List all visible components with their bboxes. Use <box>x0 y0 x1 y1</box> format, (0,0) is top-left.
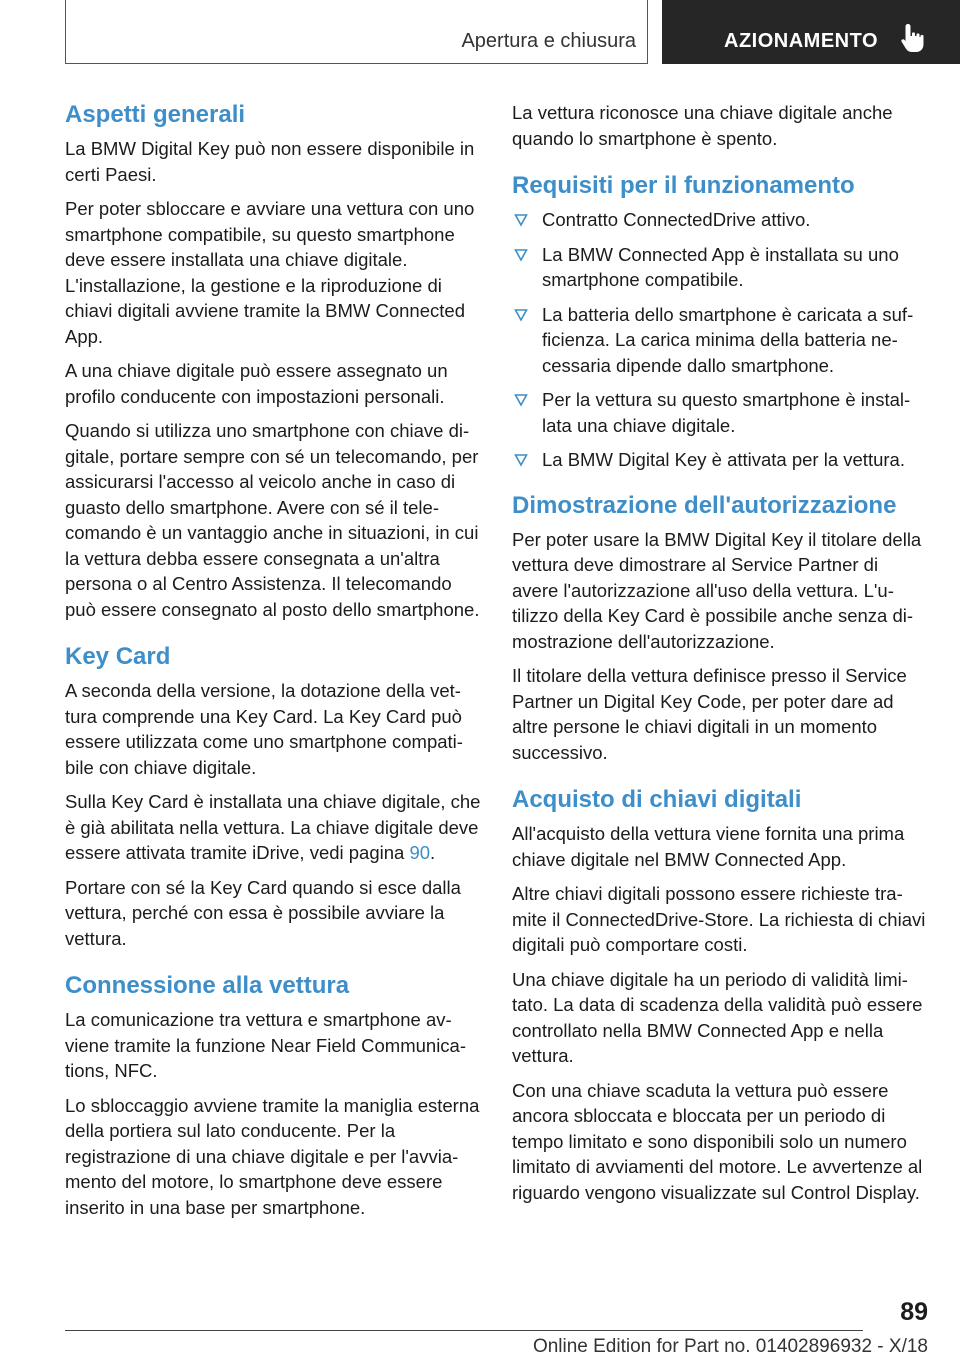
paragraph: A una chiave digitale può essere assegnato un profilo conducente con impostazioni personali. <box>65 360 448 407</box>
paragraph: Lo sbloccaggio avviene tramite la maniglia esterna della portiera sul lato conducente. Per la registrazione di una chiave digitale e per l'avviamento del motore, lo smartphone deve essere inserito in una base per smartphone. <box>65 1094 480 1218</box>
hand-pointer-icon <box>900 22 926 54</box>
paragraph: A seconda della versione, la dotazione della vettura comprende una Key Card. La Key Card può essere utilizzata come uno smartphone compatibile con chiave digitale. <box>65 680 463 778</box>
list-item <box>512 302 928 379</box>
section-title-acquisto: Acquisto di chiavi digitali <box>512 786 802 813</box>
paragraph-text: Sulla Key Card è installata una chiave digitale, che è già abilitata nella vettura. La chiave digitale deve essere attivata tramite iDrive, vedi pagina <box>65 791 481 863</box>
paragraph: Con una chiave scaduta la vettura può essere ancora sbloccata e bloccata per un periodo di tempo limitato e sono disponibili solo un numero limitato di avviamenti del motore. Le avvertenze al riguardo vengono visualizzate sul Control Display. <box>512 1079 923 1203</box>
list-item-text: Per la vettura su questo smartphone è installata una chiave digitale. <box>542 389 911 436</box>
paragraph-text-end: . <box>430 842 436 863</box>
right-column <box>512 100 928 1214</box>
paragraph: Per poter sbloccare e avviare una vettura con uno smartphone compatibile, su questo smartphone deve essere installata una chiave digitale. L'installazione, la gestione e la riproduzione di chiavi digitali avviene tramite la BMW Connected App. <box>65 198 475 347</box>
list-item <box>512 387 928 438</box>
page-link-90[interactable]: 90 <box>409 842 431 863</box>
paragraph: La comunicazione tra vettura e smartphone avviene tramite la funzione Near Field Communications, NFC. <box>65 1009 467 1081</box>
page-number: 89 <box>900 1298 928 1326</box>
header-tab <box>662 0 960 64</box>
paragraph: Quando si utilizza uno smartphone con chiave digitale, portare sempre con sé un telecomando, per assicurarsi l'accesso al veicolo anche in caso di guasto dello smartphone. Avere con sé il telecomando è un vantaggio anche in situazioni, in cui la vettura debba essere consegnata a un'altra persona o al Centro Assistenza. Il telecomando può essere consegnato al posto dello smartphone. <box>65 420 480 620</box>
paragraph-with-page-link <box>65 789 481 866</box>
paragraph: La BMW Digital Key può non essere disponibile in certi Paesi. <box>65 138 475 185</box>
triangle-bullet-icon <box>514 244 528 264</box>
list-item-text: La batteria dello smartphone è caricata a sufficienza. La carica minima della batteria necessaria dipende dallo smartphone. <box>542 303 914 376</box>
header-section-title: Apertura e chiusura <box>461 30 636 52</box>
paragraph: Una chiave digitale ha un periodo di validità limitato. La data di scadenza della validità può essere controllato nella BMW Connected App e nella vettura. <box>512 968 923 1066</box>
triangle-bullet-icon <box>514 304 528 324</box>
list-item-text: La BMW Connected App è installata su uno smartphone compatibile. <box>542 243 899 290</box>
paragraph: La vettura riconosce una chiave digitale anche quando lo smartphone è spento. <box>512 102 893 149</box>
list-item-text: La BMW Digital Key è attivata per la vettura. <box>542 449 905 470</box>
footer-edition: Online Edition for Part no. 01402896932 - X/18 <box>532 1336 928 1357</box>
list-item-text: Contratto ConnectedDrive attivo. <box>542 209 811 230</box>
section-title-dimostrazione: Dimostrazione dell'autorizzazione <box>512 491 897 519</box>
left-column <box>65 100 481 1229</box>
list-item <box>512 207 928 233</box>
header-tab-label: AZIONAMENTO <box>724 30 879 52</box>
section-title-aspetti-generali: Aspetti generali <box>65 101 246 128</box>
section-title-requisiti: Requisiti per il funzionamento <box>512 172 855 199</box>
paragraph: Portare con sé la Key Card quando si esce dalla vettura, perché con essa è possibile avviare la vettura. <box>65 876 461 949</box>
paragraph: Per poter usare la BMW Digital Key il titolare della vettura deve dimostrare al Service Partner di avere l'autorizzazione all'uso della vettura. L'utilizzo della Key Card è possibile anche senza dimostrazione dell'autorizzazione. <box>512 528 922 652</box>
list-item <box>512 242 928 293</box>
list-item <box>512 447 928 473</box>
section-title-connessione: Connessione alla vettura <box>65 972 350 999</box>
section-title-key-card: Key Card <box>65 643 171 670</box>
triangle-bullet-icon <box>514 389 528 409</box>
paragraph: Il titolare della vettura definisce presso il Service Partner un Digital Key Code, per poter dare ad altre persone le chiavi digitali in un momento successivo. <box>512 665 907 763</box>
triangle-bullet-icon <box>514 449 528 469</box>
footer-divider <box>65 1330 863 1331</box>
requirements-list <box>512 207 928 473</box>
paragraph: All'acquisto della vettura viene fornita una prima chiave digitale nel BMW Connected App. <box>512 823 905 870</box>
paragraph: Altre chiavi digitali possono essere richieste tramite il ConnectedDrive-Store. La richiesta di chiavi digitali può comportare costi. <box>512 883 926 955</box>
triangle-bullet-icon <box>514 209 528 229</box>
